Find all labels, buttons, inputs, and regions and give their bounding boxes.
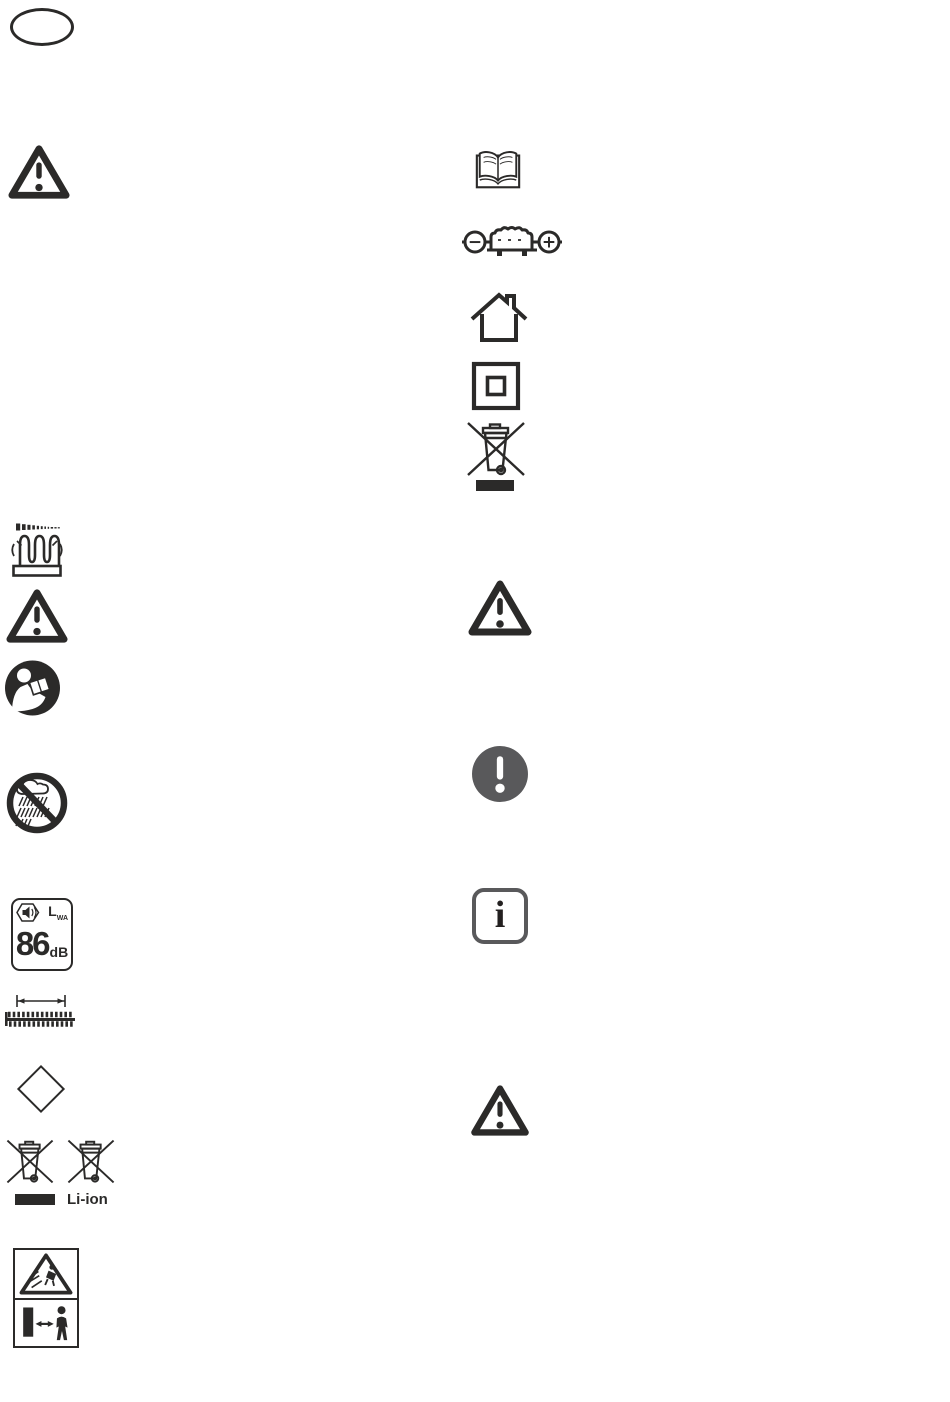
li-ion-label: Li-ion (67, 1191, 108, 1208)
black-bar-icon (15, 1194, 55, 1205)
indoor-house-icon (469, 291, 529, 344)
language-oval-icon (10, 8, 74, 46)
guaranteed-sound-power-badge (11, 898, 73, 971)
sound-power-value: 86 (15, 925, 49, 962)
warning-triangle-icon (467, 579, 533, 637)
mandatory-attention-icon (471, 745, 529, 803)
do-not-expose-to-rain-icon (6, 770, 68, 836)
warning-triangle-icon (6, 587, 68, 645)
blade-run-on-icon (8, 520, 66, 582)
minus-label: − (467, 232, 483, 253)
crossed-out-bin-icon (464, 420, 528, 478)
weee-crossed-bin-icon (464, 420, 528, 492)
information-icon (472, 888, 528, 944)
warning-triangle-icon (8, 143, 70, 201)
thrown-objects-warning-icon (15, 1250, 77, 1300)
cutting-length-blade-icon (3, 993, 77, 1027)
crossed-out-bin-icon (5, 1135, 55, 1188)
speaker-icon (16, 902, 40, 923)
sound-power-unit: dB (49, 944, 69, 960)
warning-triangle-icon (470, 1084, 530, 1137)
sound-power-label: $L_{WA}$ (48, 903, 68, 922)
battery-disposal-li-ion-icon (5, 1135, 117, 1210)
info-i-glyph: i (494, 893, 506, 936)
keep-distance-icon (15, 1300, 77, 1346)
diamond-mark-icon (17, 1065, 65, 1113)
read-manual-icon (3, 659, 62, 717)
thrown-objects-keep-distance-panel (13, 1248, 79, 1348)
black-bar-icon (476, 480, 514, 491)
read-instruction-book-icon (473, 147, 523, 191)
battery-polarity-icon (460, 220, 564, 262)
crossed-out-bin-icon (66, 1135, 116, 1188)
double-insulation-icon (471, 361, 521, 411)
plus-label: + (541, 232, 557, 253)
